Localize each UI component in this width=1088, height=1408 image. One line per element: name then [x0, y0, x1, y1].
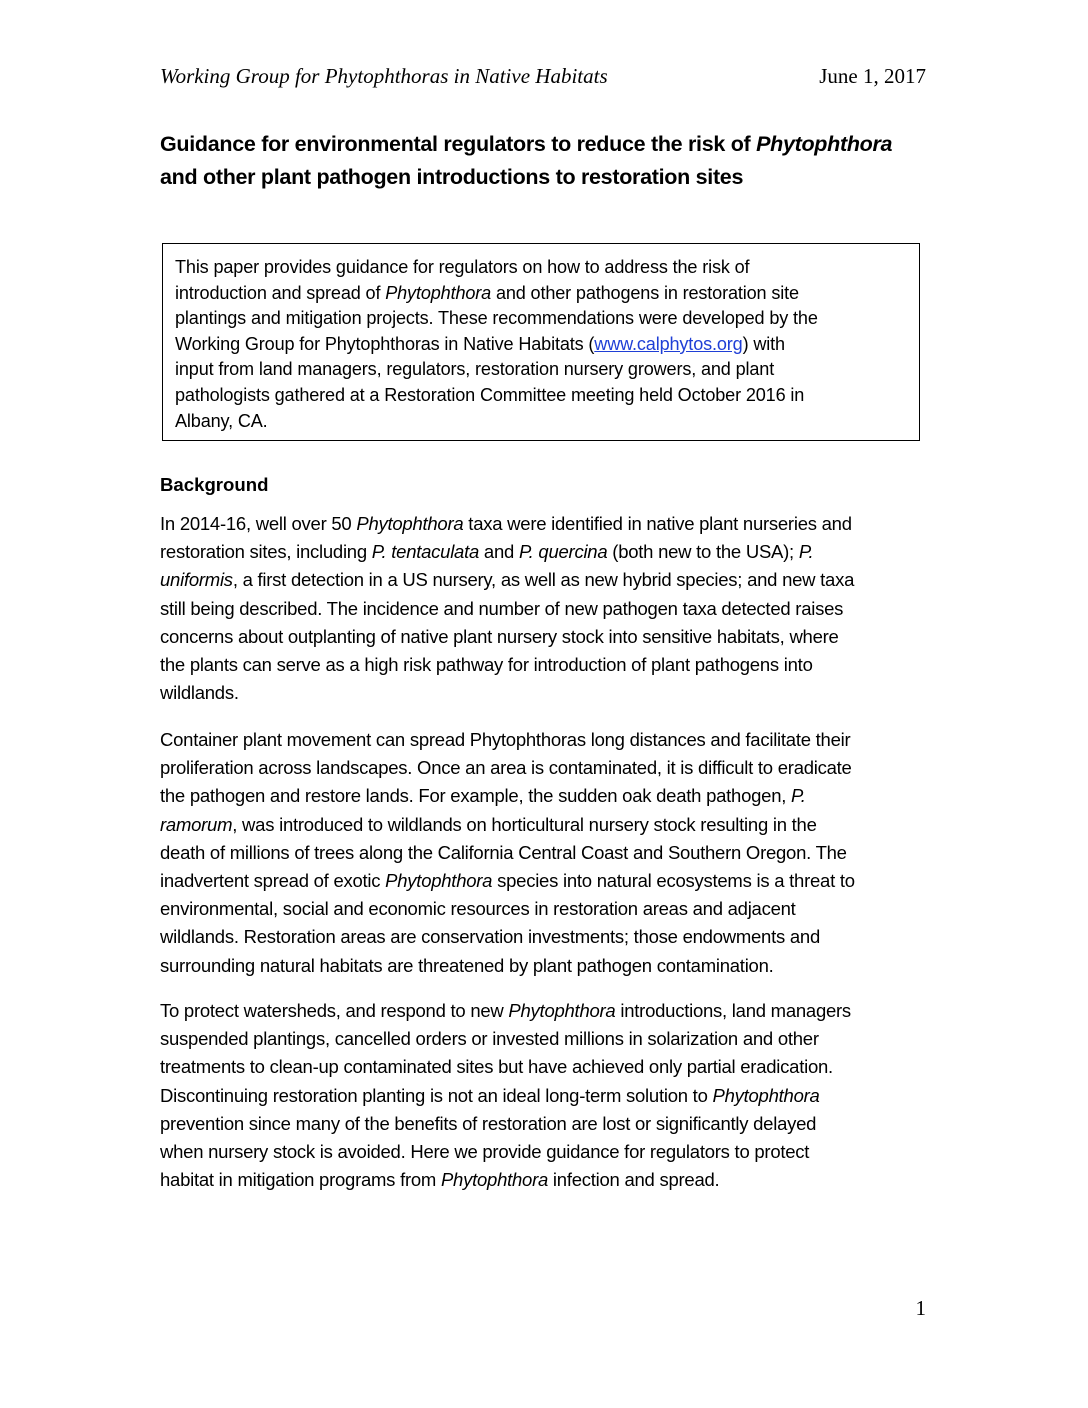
document-title [160, 128, 940, 194]
title-line-2: and other plant pathogen introductions to restoration sites [160, 165, 744, 189]
page-number: 1 [915, 1296, 926, 1320]
calphytos-link[interactable]: www.calphytos.org [594, 333, 743, 354]
section-heading-background: Background [160, 474, 269, 495]
header-date: June 1, 2017 [819, 64, 926, 88]
header-organization: Working Group for Phytophthoras in Native Habitats [160, 64, 608, 88]
paragraph-2: Container plant movement can spread Phytophthoras long distances and facilitate their proliferation across landscapes. Once an area is contaminated, it is difficult to eradicate the pathogen and restore lands. For example, the sudden oak death pathogen, P. ramorum, was introduced to wildlands on horticultural nursery stock resulting in the death of millions of trees along the California Central Coast and Southern Oregon. The inadvertent spread of exotic Phytophthora species into natural ecosystems is a threat to environmental, social and economic resources in restoration areas and adjacent wildlands. Restoration areas are conservation investments; those endowments and surrounding natural habitats are threatened by plant pathogen contamination. [160, 729, 855, 976]
paragraph-3: To protect watersheds, and respond to new Phytophthora introductions, land managers suspended plantings, cancelled orders or invested millions in solarization and other treatments to clean-up contaminated sites but have achieved only partial eradication. Discontinuing restoration planting is not an ideal long-term solution to Phytophthora prevention since many of the benefits of restoration are lost or significantly delayed when nursery stock is avoided. Here we provide guidance for regulators to protect habitat in mitigation programs from Phytophthora infection and spread. [160, 1000, 851, 1191]
abstract-box: This paper provides guidance for regulators on how to address the risk of introduction and spread of Phytophthora and other pathogens in restoration site plantings and mitigation projects. These recommendations were developed by the Working Group for Phytophthoras in Native Habitats (www.calphytos.org) with input from land managers, regulators, restoration nursery growers, and plant pathologists gathered at a Restoration Committee meeting held October 2016 in Albany, CA. [162, 243, 920, 441]
paragraph-1: In 2014-16, well over 50 Phytophthora taxa were identified in native plant nurseries and restoration sites, including P. tentaculata and P. quercina (both new to the USA); P. uniformis, a first detection in a US nursery, as well as new hybrid species; and new taxa still being described. The incidence and number of new pathogen taxa detected raises concerns about outplanting of native plant nursery stock into sensitive habitats, where the plants can serve as a high risk pathway for introduction of plant pathogens into wildlands. [160, 513, 855, 704]
title-line-1: Guidance for environmental regulators to reduce the risk of Phytophthora [160, 132, 893, 156]
